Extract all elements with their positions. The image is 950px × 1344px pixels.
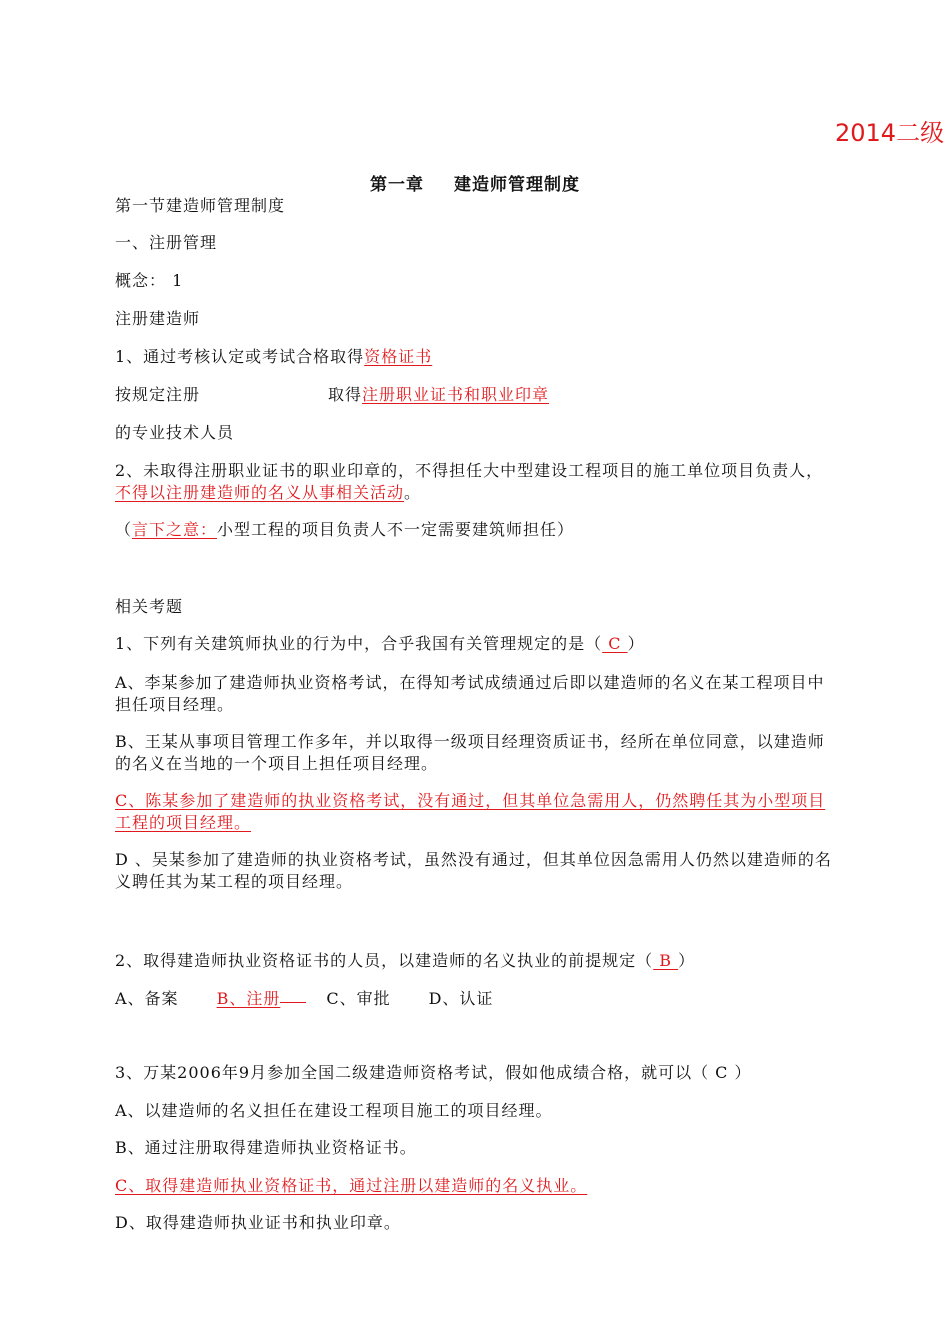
term-label: 注册建造师 — [115, 309, 201, 328]
question-1-option-c: C、陈某参加了建造师的执业资格考试，没有通过，但其单位急需用人，仍然聘任其为小型项目工程的项目经理。 — [115, 791, 826, 832]
question-2-option-b: B、注册 — [216, 989, 281, 1008]
question-2-option-c: C、审批 — [326, 989, 391, 1008]
question-2-answer: B — [653, 951, 679, 970]
document-header-title: 2014二级 — [835, 119, 945, 147]
question-3-option-d: D、取得建造师执业证书和执业印章。 — [115, 1213, 401, 1232]
chapter-title: 建造师管理制度 — [454, 175, 580, 195]
question-1-option-d: D 、吴某参加了建造师的执业资格考试，虽然没有通过，但其单位因急需用人仍然以建造师的名义聘任其为某工程的项目经理。 — [115, 850, 832, 891]
answer-prohibited-activity: 不得以注册建造师的名义从事相关活动 — [115, 483, 405, 502]
subsection-heading: 一、注册管理 — [115, 233, 218, 252]
chapter-number: 第一章 — [370, 175, 424, 195]
question-3-option-a: A、以建造师的名义担任在建设工程项目施工的项目经理。 — [115, 1101, 553, 1120]
chapter-heading — [0, 170, 950, 195]
question-3-option-b: B、通过注册取得建造师执业资格证书。 — [115, 1138, 417, 1157]
answer-registration-certificate: 注册职业证书和职业印章 — [362, 385, 550, 404]
question-2-option-d: D、认证 — [428, 989, 494, 1008]
question-1-stem: 1、下列有关建筑师执业的行为中，合乎我国有关管理规定的是（ C ） — [115, 634, 645, 653]
implication-note: （言下之意：小型工程的项目负责人不一定需要建筑师担任） — [115, 520, 575, 539]
question-3-option-c: C、取得建造师执业资格证书，通过注册以建造师的名义执业。 — [115, 1176, 588, 1195]
rule-item-2: 2、未取得注册职业证书的职业印章的，不得担任大中型建设工程项目的施工单位项目负责人，不得以注册建造师的名义从事相关活动。 — [115, 461, 824, 502]
definition-line-2: 按规定注册 取得注册职业证书和职业印章 — [115, 385, 550, 404]
concept-label: 概念： 1 — [115, 271, 184, 290]
question-2-options — [115, 988, 493, 1010]
question-1-answer: C — [602, 634, 628, 653]
question-1-option-a: A、李某参加了建造师执业资格考试，在得知考试成绩通过后即以建造师的名义在某工程项目中担任项目经理。 — [115, 673, 825, 714]
related-questions-heading: 相关考题 — [115, 597, 184, 616]
section-heading: 第一节建造师管理制度 — [115, 196, 286, 215]
question-1-option-b: B、王某从事项目管理工作多年，并以取得一级项目经理资质证书，经所在单位同意，以建造师的名义在当地的一个项目上担任项目经理。 — [115, 732, 825, 773]
definition-line-3: 的专业技术人员 — [115, 423, 235, 442]
note-label: 言下之意： — [132, 520, 218, 539]
question-2-option-a: A、备案 — [115, 989, 179, 1008]
question-3-stem: 3、万某2006年9月参加全国二级建造师资格考试，假如他成绩合格，就可以（ C ） — [115, 1063, 752, 1082]
definition-line-1: 1、通过考核认定或考试合格取得资格证书 — [115, 347, 433, 366]
answer-qualification-certificate: 资格证书 — [364, 347, 433, 366]
question-2-stem: 2、取得建造师执业资格证书的人员，以建造师的名义执业的前提规定（ B ） — [115, 951, 696, 970]
